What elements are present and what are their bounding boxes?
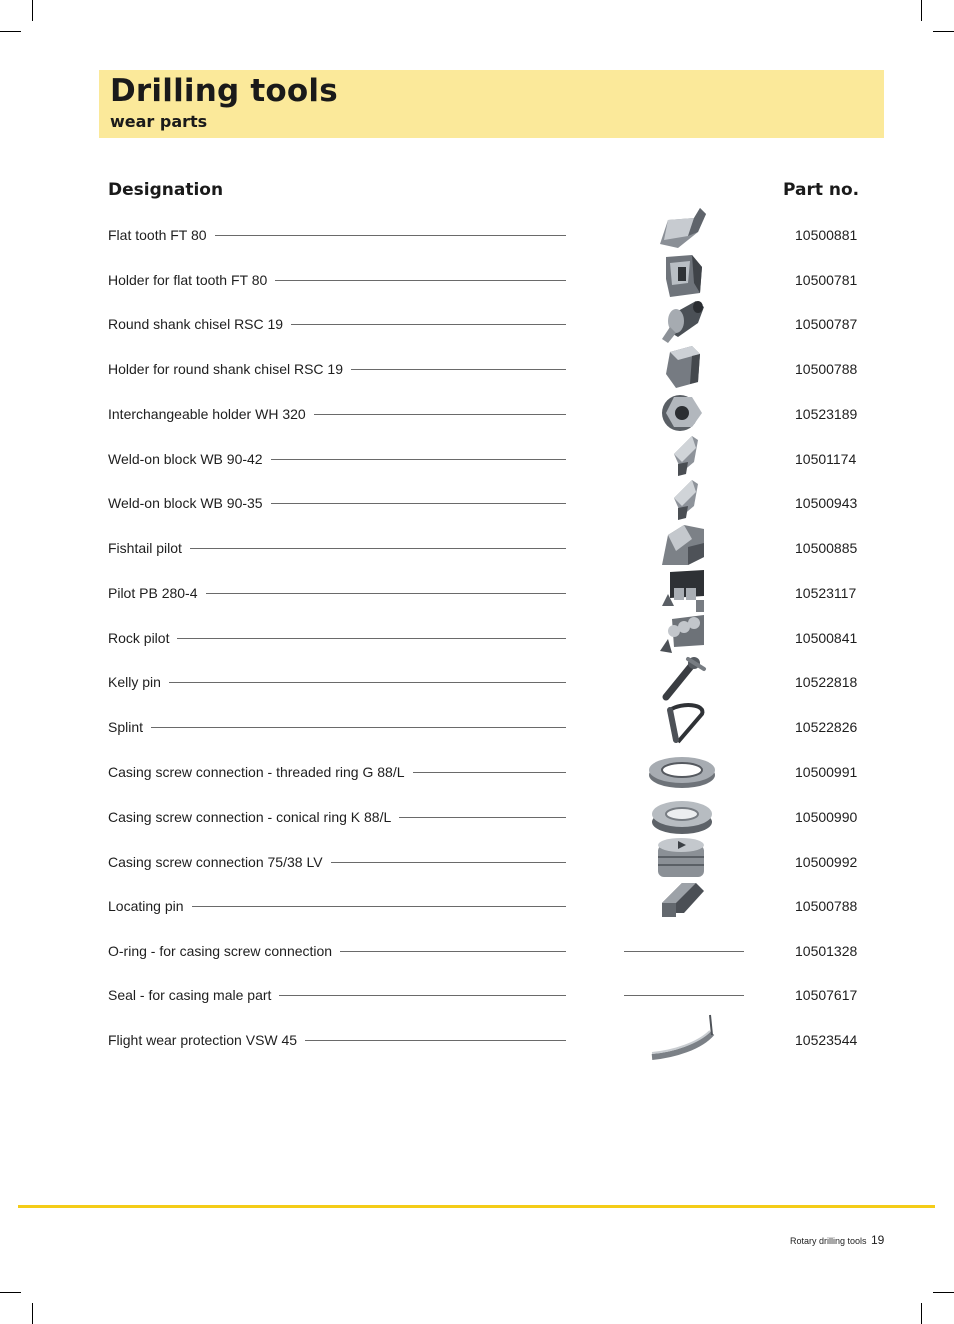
crop-mark <box>32 0 33 21</box>
crop-mark <box>933 31 954 32</box>
list-item <box>108 450 868 480</box>
rock-pilot-icon <box>648 611 716 661</box>
part-number: 10501174 <box>795 451 857 467</box>
designation-text: Casing screw connection 75/38 LV <box>108 853 331 871</box>
list-item <box>108 539 868 569</box>
part-number: 10522826 <box>795 719 858 735</box>
interchangeable-holder-icon <box>648 387 716 437</box>
designation-text: Fishtail pilot <box>108 539 190 557</box>
crop-mark <box>933 1292 954 1293</box>
list-item <box>108 494 868 524</box>
list-item <box>108 897 868 927</box>
designation-text: Seal - for casing male part <box>108 986 279 1004</box>
designation-text: Weld-on block WB 90-42 <box>108 450 271 468</box>
part-number: 10500787 <box>795 316 858 332</box>
chisel-holder-icon <box>648 342 716 392</box>
designation-text: Flat tooth FT 80 <box>108 226 215 244</box>
crop-mark <box>0 31 21 32</box>
list-item <box>108 360 868 390</box>
crop-mark <box>921 1303 922 1324</box>
part-number: 10522818 <box>795 674 858 690</box>
page-title: Drilling tools <box>110 73 338 109</box>
locating-pin-icon <box>648 879 716 929</box>
designation-text: Round shank chisel RSC 19 <box>108 315 291 333</box>
weld-on-block-icon <box>648 476 716 526</box>
screw-connection-icon <box>648 835 716 885</box>
designation-text: O-ring - for casing screw connection <box>108 942 340 960</box>
part-number: 10523189 <box>795 406 858 422</box>
footer-rule <box>18 1205 935 1208</box>
part-number: 10500943 <box>795 495 858 511</box>
list-item <box>108 226 868 256</box>
flight-wear-protection-icon <box>648 1013 716 1063</box>
designation-text: Holder for flat tooth FT 80 <box>108 271 275 289</box>
list-item <box>108 718 868 748</box>
part-number: 10500992 <box>795 854 858 870</box>
footer-section-title: Rotary drilling tools <box>790 1236 867 1246</box>
designation-text: Splint <box>108 718 151 736</box>
weld-on-block-icon <box>648 432 716 482</box>
list-item <box>108 673 868 703</box>
no-image-line <box>624 995 744 996</box>
pilot-icon <box>648 566 716 616</box>
list-item <box>108 405 868 435</box>
crop-mark <box>0 1292 21 1293</box>
round-shank-chisel-icon <box>648 297 716 347</box>
part-number: 10501328 <box>795 943 858 959</box>
part-number: 10523117 <box>795 585 857 601</box>
flat-tooth-icon <box>648 208 716 258</box>
part-no-column-header: Part no. <box>783 180 860 200</box>
tooth-holder-icon <box>648 253 716 303</box>
designation-text: Flight wear protection VSW 45 <box>108 1031 305 1049</box>
list-item <box>108 1031 868 1061</box>
page-number: 19 <box>871 1233 885 1247</box>
fishtail-pilot-icon <box>648 521 716 571</box>
list-item <box>108 315 868 345</box>
designation-text: Casing screw connection - threaded ring G 88/L <box>108 763 413 781</box>
part-number: 10507617 <box>795 987 858 1003</box>
list-item <box>108 763 868 793</box>
threaded-ring-icon <box>648 745 716 795</box>
list-item <box>108 271 868 301</box>
list-item <box>108 942 868 972</box>
designation-column-header: Designation <box>108 180 224 200</box>
splint-icon <box>648 700 716 750</box>
list-item <box>108 853 868 883</box>
part-number: 10500841 <box>795 630 858 646</box>
designation-text: Locating pin <box>108 897 192 915</box>
list-item <box>108 808 868 838</box>
part-number: 10523544 <box>795 1032 858 1048</box>
crop-mark <box>32 1303 33 1324</box>
crop-mark <box>921 0 922 21</box>
part-number: 10500881 <box>795 227 858 243</box>
designation-text: Interchangeable holder WH 320 <box>108 405 314 423</box>
no-image-line <box>624 951 744 952</box>
designation-text: Holder for round shank chisel RSC 19 <box>108 360 351 378</box>
list-item <box>108 629 868 659</box>
part-number: 10500885 <box>795 540 858 556</box>
page-subtitle: wear parts <box>110 112 208 131</box>
leader-line <box>108 682 566 683</box>
list-item <box>108 986 868 1016</box>
part-number: 10500788 <box>795 898 858 914</box>
part-number: 10500781 <box>795 272 858 288</box>
list-item <box>108 584 868 614</box>
part-number: 10500991 <box>795 764 858 780</box>
designation-text: Rock pilot <box>108 629 177 647</box>
conical-ring-icon <box>648 790 716 840</box>
designation-text: Kelly pin <box>108 673 169 691</box>
designation-text: Casing screw connection - conical ring K 88/L <box>108 808 399 826</box>
kelly-pin-icon <box>648 655 716 705</box>
designation-text: Weld-on block WB 90-35 <box>108 494 271 512</box>
part-number: 10500788 <box>795 361 858 377</box>
leader-line <box>108 727 566 728</box>
part-number: 10500990 <box>795 809 858 825</box>
designation-text: Pilot PB 280-4 <box>108 584 206 602</box>
header-band <box>99 70 884 138</box>
